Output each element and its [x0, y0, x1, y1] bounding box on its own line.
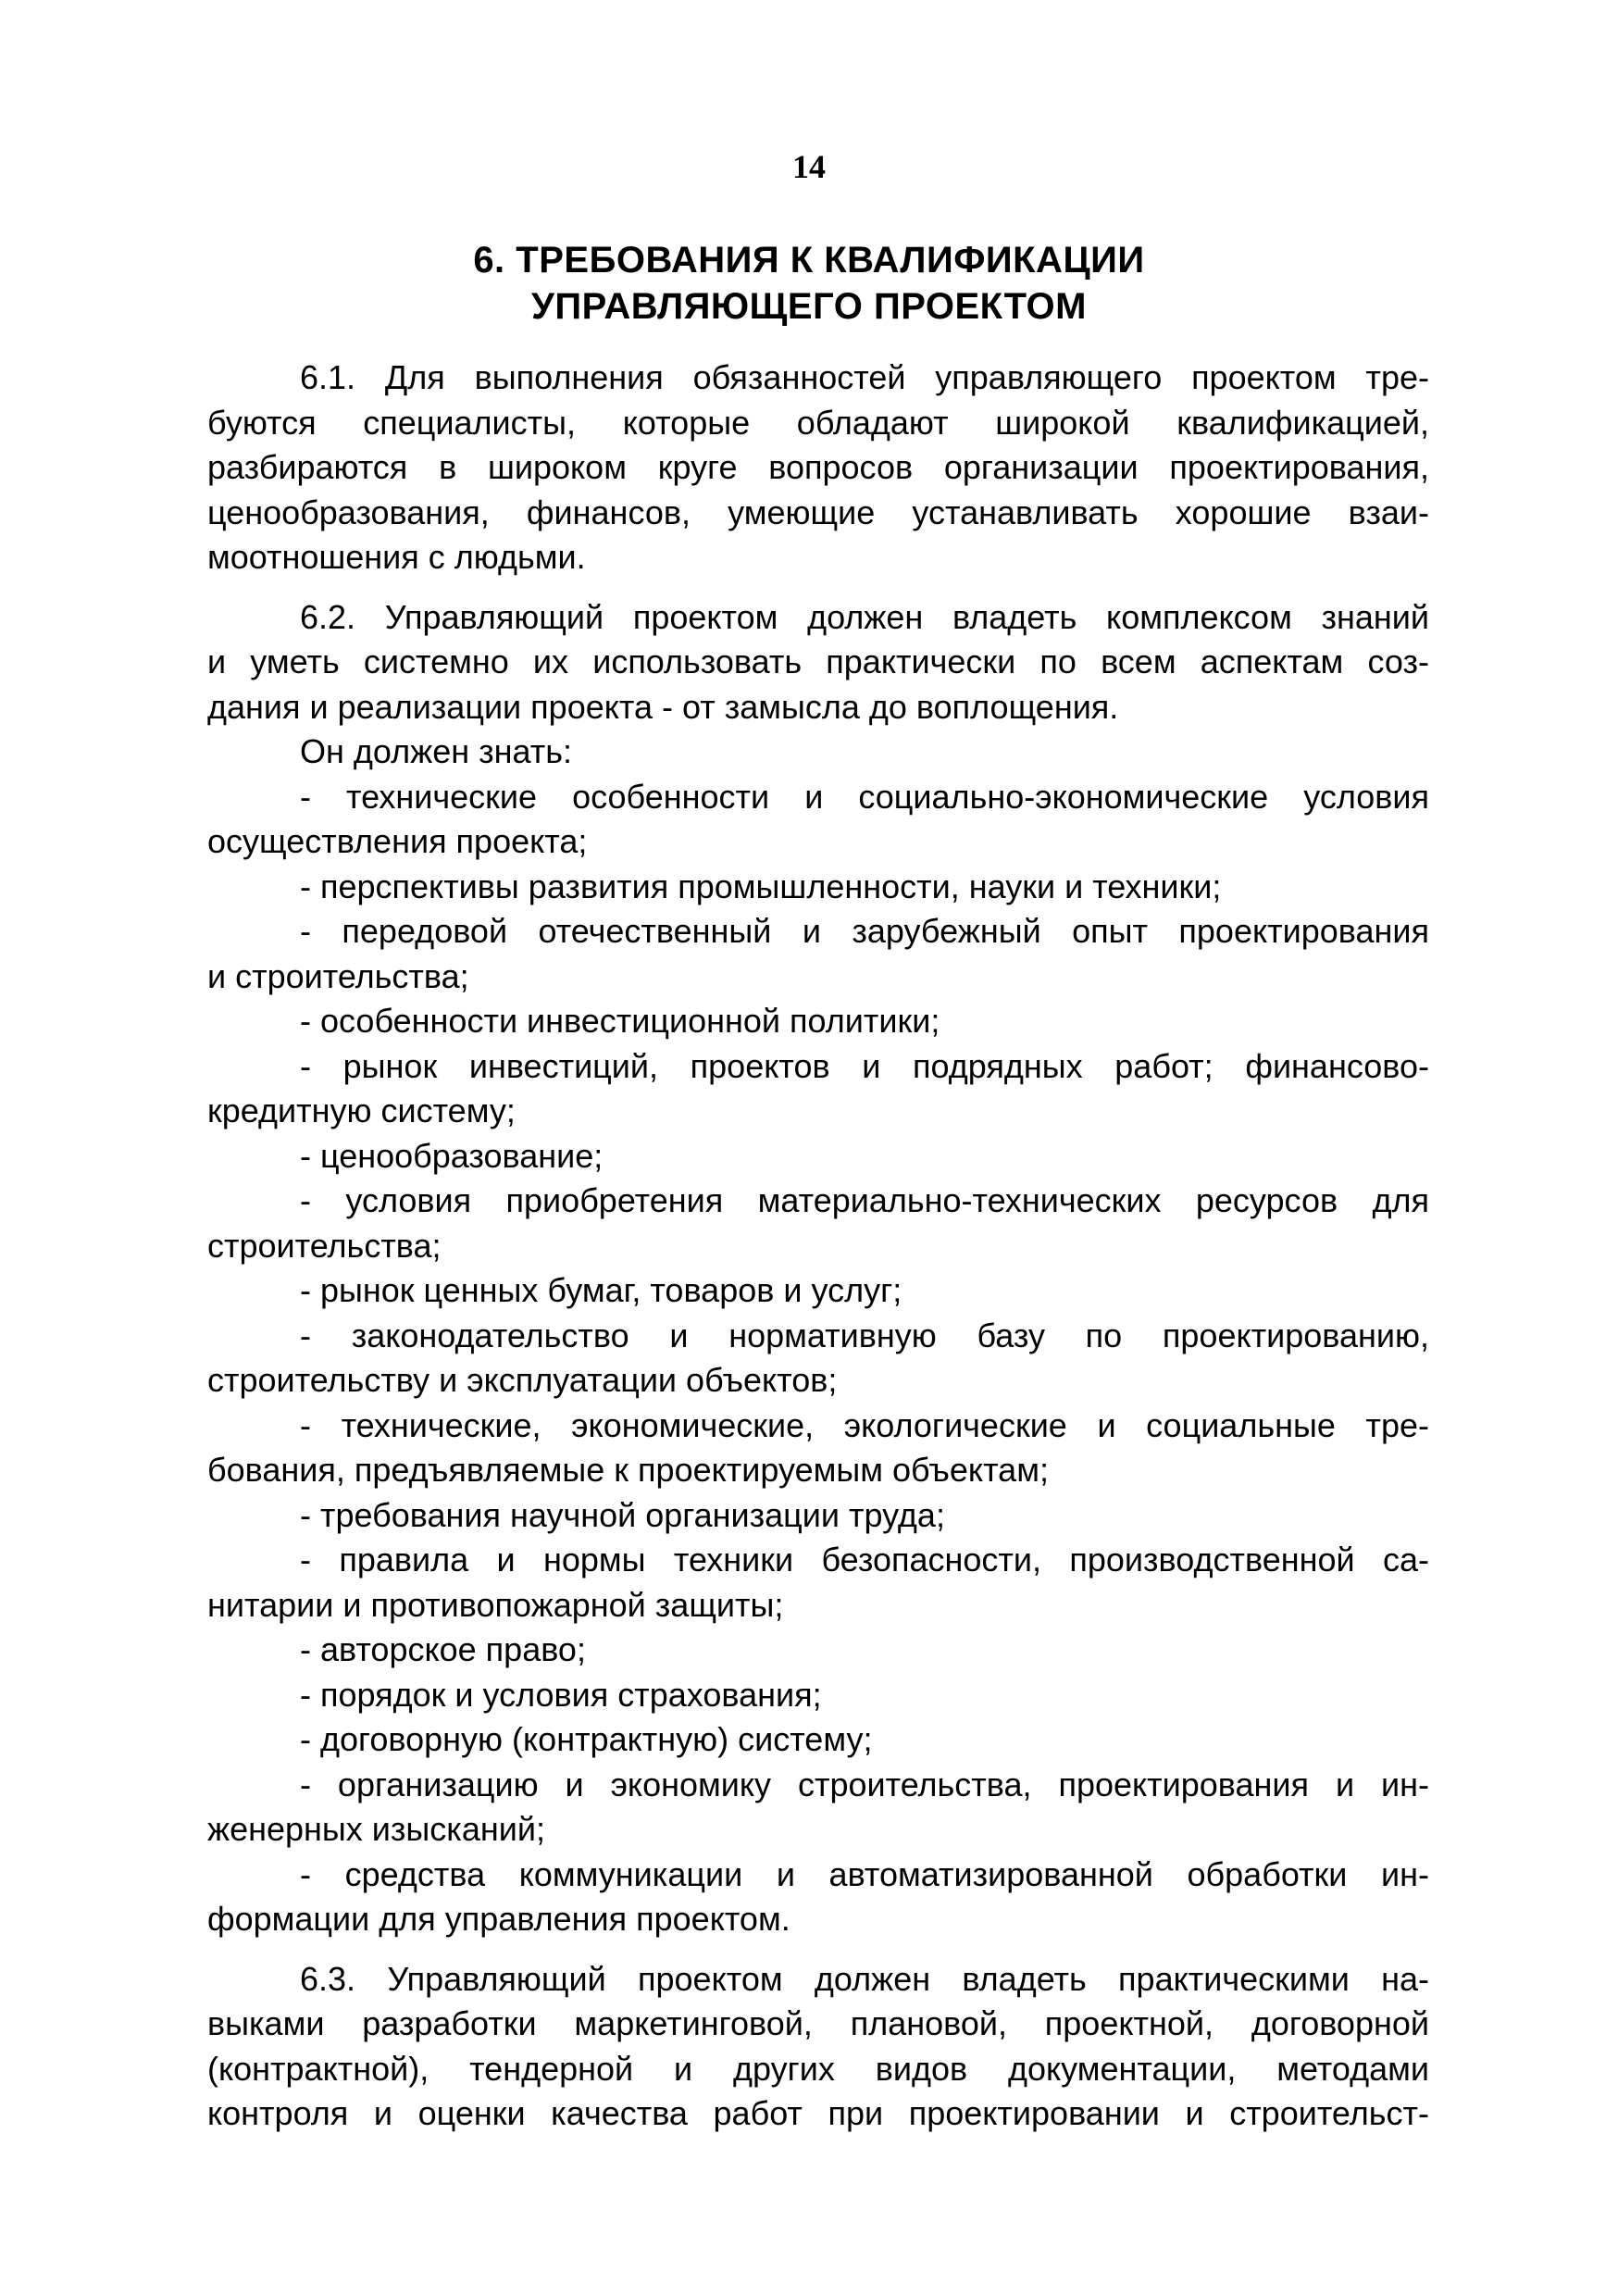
list-item-line: - технические особенности и социально-экономические условия	[300, 777, 1429, 816]
list-item-line: - ценообразование;	[300, 1136, 604, 1175]
text-line: контроля и оценки качества работ при проектировании и строительст-	[207, 2094, 1429, 2132]
list-item-line: - условия приобретения материально-технических ресурсов для	[300, 1181, 1429, 1219]
text-line: и уметь системно их использовать практически по всем аспектам соз-	[207, 643, 1429, 680]
text-line: дания и реализации проекта - от замысла до воплощения.	[207, 687, 1119, 726]
text-line: выками разработки маркетинговой, плановой, проектной, договорной	[207, 2004, 1429, 2042]
page-number: 14	[792, 148, 826, 185]
list-item-line: - порядок и условия страхования;	[300, 1675, 822, 1714]
text-line: 6.1. Для выполнения обязанностей управляющего проектом тре-	[300, 358, 1429, 396]
section-heading	[0, 237, 1618, 330]
list-item-line: - рынок ценных бумаг, товаров и услуг;	[300, 1271, 902, 1309]
list-item-line: - перспективы развития промышленности, науки и техники;	[300, 867, 1222, 905]
list-item-line: - правила и нормы техники безопасности, производственной са-	[300, 1541, 1429, 1578]
list-item-line: - средства коммуникации и автоматизированной обработки ин-	[300, 1854, 1429, 1893]
list-item-line: и строительства;	[207, 956, 469, 995]
list-item-line: формации для управления проектом.	[207, 1900, 790, 1938]
list-item-line: - авторское право;	[300, 1630, 586, 1668]
list-item-line: осуществления проекта;	[207, 822, 588, 860]
body-text	[207, 356, 1429, 2137]
list-item-line: строительства;	[207, 1226, 442, 1265]
section-heading-line-2: УПРАВЛЯЮЩЕГО ПРОЕКТОМ	[531, 286, 1087, 327]
list-item-line: - организацию и экономику строительства, проектирования и ин-	[300, 1765, 1429, 1803]
list-item-line: женерных изысканий;	[207, 1810, 545, 1848]
section-heading-line-1: 6. ТРЕБОВАНИЯ К КВАЛИФИКАЦИИ	[473, 240, 1145, 281]
list-item-line: - технические, экономические, экологические и социальные тре-	[300, 1405, 1429, 1444]
text-line: (контрактной), тендерной и других видов документации, методами	[207, 2049, 1429, 2088]
list-item-line: бования, предъявляемые к проектируемым объектам;	[207, 1451, 1049, 1489]
list-item-line: нитарии и противопожарной защиты;	[207, 1585, 784, 1624]
list-item-line: - законодательство и нормативную базу по проектированию,	[300, 1316, 1429, 1354]
list-item-line: - рынок инвестиций, проектов и подрядных работ; финансово-	[300, 1046, 1429, 1085]
list-item-line: - требования научной организации труда;	[300, 1495, 945, 1534]
text-line: 6.2. Управляющий проектом должен владеть комплексом знаний	[300, 597, 1429, 636]
list-item-line: - передовой отечественный и зарубежный опыт проектирования	[300, 912, 1429, 950]
list-item-line: - особенности инвестиционной политики;	[300, 1002, 940, 1040]
list-item-line: кредитную систему;	[207, 1092, 516, 1129]
text-line: моотношения с людьми.	[207, 538, 586, 576]
list-item-line: - договорную (контрактную) систему;	[300, 1720, 873, 1758]
list-item-line: строительству и эксплуатации объектов;	[207, 1361, 838, 1399]
text-line: Он должен знать:	[300, 732, 572, 770]
text-line: буются специалисты, которые обладают широкой квалификацией,	[207, 403, 1429, 442]
text-line: разбираются в широком круге вопросов организации проектирования,	[207, 448, 1429, 486]
text-line: 6.3. Управляющий проектом должен владеть практическими на-	[300, 1959, 1429, 1998]
text-line: ценообразования, финансов, умеющие устанавливать хорошие взаи-	[207, 493, 1429, 531]
